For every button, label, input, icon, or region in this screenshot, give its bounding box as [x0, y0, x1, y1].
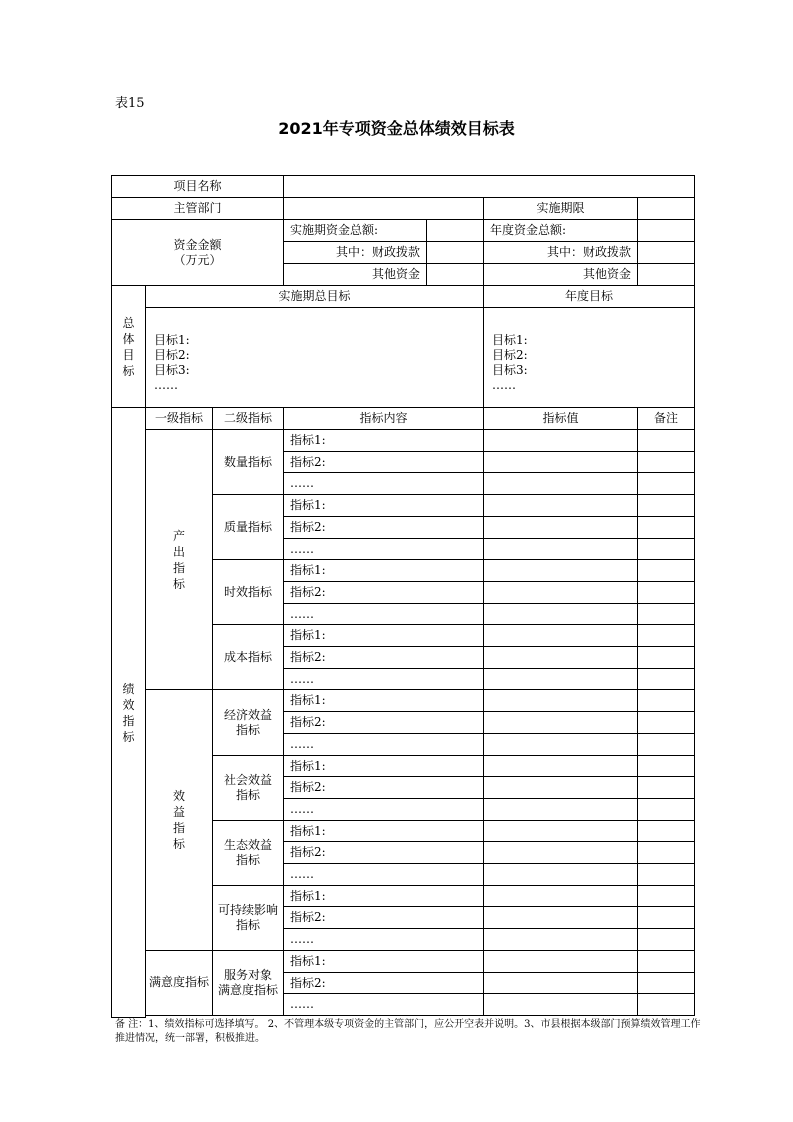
indicator-value-cell — [483, 668, 638, 690]
impl-target-list — [154, 333, 190, 393]
indicator-remark-cell — [637, 733, 695, 756]
year-other-label: 其他资金 — [483, 263, 638, 286]
indicator-value-cell — [483, 733, 638, 756]
indicator-remark-cell — [637, 516, 695, 539]
indicator-value-cell — [483, 798, 638, 821]
indicator-content-cell: 指标2: — [283, 906, 484, 929]
indicator-content-cell: …… — [283, 798, 484, 821]
indicator-value-cell — [483, 429, 638, 452]
indicator-value-cell — [483, 494, 638, 517]
fund-amount-label: 资金金额 （万元） — [111, 219, 284, 286]
target-item: 目标2: — [154, 348, 190, 362]
level2-indicator: 质量指标 — [212, 494, 284, 560]
indicator-remark-cell — [637, 581, 695, 604]
indicator-remark-cell — [637, 841, 695, 864]
dept-label: 主管部门 — [111, 197, 284, 220]
indicator-remark-cell — [637, 950, 695, 973]
indicator-value-cell — [483, 603, 638, 625]
indicator-content-cell: 指标1: — [283, 559, 484, 582]
indicator-content-cell: 指标1: — [283, 820, 484, 842]
impl-total-value — [426, 219, 484, 242]
indicator-value-cell — [483, 906, 638, 929]
indicator-value-cell — [483, 559, 638, 582]
impl-fiscal-value — [426, 241, 484, 264]
target-item: 目标2: — [492, 348, 528, 362]
level2-indicator: 生态效益 指标 — [212, 820, 284, 886]
indicator-content-cell: 指标1: — [283, 494, 484, 517]
indicator-content-cell: 指标2: — [283, 972, 484, 994]
year-target-list — [492, 333, 528, 393]
indicator-remark-cell — [637, 993, 695, 1016]
indicator-remark-cell — [637, 603, 695, 625]
indicator-value-cell — [483, 516, 638, 539]
project-name-label: 项目名称 — [111, 175, 284, 198]
indicator-remark-cell — [637, 863, 695, 886]
indicator-remark-cell — [637, 776, 695, 799]
indicator-content-cell: 指标1: — [283, 755, 484, 777]
impl-target-box — [145, 307, 484, 408]
indicator-value-cell — [483, 885, 638, 907]
level2-indicator: 服务对象 满意度指标 — [212, 950, 284, 1016]
year-fiscal-label: 其中：财政拨款 — [483, 241, 638, 264]
indicator-remark-cell — [637, 689, 695, 712]
indicator-content-cell: …… — [283, 928, 484, 951]
indicator-value-cell — [483, 472, 638, 495]
overall-target-label: 总 体 目 标 — [111, 285, 146, 408]
impl-other-value — [426, 263, 484, 286]
target-item: 目标1: — [492, 333, 528, 347]
header-remark: 备注 — [637, 407, 695, 430]
impl-fiscal-label: 其中：财政拨款 — [283, 241, 427, 264]
impl-other-label: 其他资金 — [283, 263, 427, 286]
indicator-value-cell — [483, 581, 638, 604]
indicator-remark-cell — [637, 972, 695, 994]
indicator-remark-cell — [637, 646, 695, 669]
indicator-content-cell: 指标1: — [283, 885, 484, 907]
indicator-remark-cell — [637, 451, 695, 473]
indicator-value-cell — [483, 820, 638, 842]
header-content: 指标内容 — [283, 407, 484, 430]
indicator-value-cell — [483, 972, 638, 994]
indicator-content-cell: …… — [283, 472, 484, 495]
indicator-remark-cell — [637, 559, 695, 582]
project-name-value — [283, 175, 695, 198]
indicator-content-cell: 指标2: — [283, 776, 484, 799]
indicator-content-cell: 指标1: — [283, 689, 484, 712]
target-item: 目标3: — [492, 363, 528, 377]
target-item: 目标1: — [154, 333, 190, 347]
level1-indicator: 满意度指标 — [145, 950, 213, 1016]
level2-indicator: 社会效益 指标 — [212, 755, 284, 821]
indicator-content-cell: 指标1: — [283, 624, 484, 647]
level2-indicator: 数量指标 — [212, 429, 284, 495]
indicator-content-cell: 指标2: — [283, 581, 484, 604]
level1-indicator: 产 出 指 标 — [145, 429, 213, 690]
page-title: 2021年专项资金总体绩效目标表 — [278, 119, 515, 138]
indicator-value-cell — [483, 689, 638, 712]
indicator-remark-cell — [637, 668, 695, 690]
indicator-content-cell: …… — [283, 668, 484, 690]
header-value: 指标值 — [483, 407, 638, 430]
indicator-content-cell: …… — [283, 603, 484, 625]
indicator-content-cell: 指标2: — [283, 646, 484, 669]
year-other-value — [637, 263, 695, 286]
indicator-content-cell: 指标2: — [283, 516, 484, 539]
impl-total-label: 实施期资金总额: — [283, 219, 427, 242]
target-item: 目标3: — [154, 363, 190, 377]
level2-indicator: 可持续影响 指标 — [212, 885, 284, 951]
indicator-remark-cell — [637, 820, 695, 842]
table-number: 表15 — [115, 96, 145, 111]
performance-indicator-label: 绩 效 指 标 — [111, 407, 146, 1018]
indicator-content-cell: 指标1: — [283, 429, 484, 452]
indicator-content-cell: …… — [283, 993, 484, 1016]
indicator-content-cell: 指标2: — [283, 711, 484, 734]
header-level1: 一级指标 — [145, 407, 213, 430]
dept-value — [283, 197, 484, 220]
footnote: 备 注：1、绩效指标可选择填写。 2、不管理本级专项资金的主管部门，应公开空表并说明。3、市县根据本级部门预算绩效管理工作推进情况，统一部署，积极推进。 — [115, 1019, 701, 1044]
indicator-remark-cell — [637, 624, 695, 647]
period-value — [637, 197, 695, 220]
indicator-remark-cell — [637, 928, 695, 951]
year-total-value — [637, 219, 695, 242]
indicator-remark-cell — [637, 885, 695, 907]
impl-target-header: 实施期总目标 — [145, 285, 484, 308]
indicator-remark-cell — [637, 906, 695, 929]
level1-indicator: 效 益 指 标 — [145, 689, 213, 951]
indicator-content-cell: 指标1: — [283, 950, 484, 973]
indicator-value-cell — [483, 755, 638, 777]
year-total-label: 年度资金总额: — [483, 219, 638, 242]
indicator-value-cell — [483, 863, 638, 886]
indicator-remark-cell — [637, 711, 695, 734]
indicator-remark-cell — [637, 798, 695, 821]
header-level2: 二级指标 — [212, 407, 284, 430]
indicator-value-cell — [483, 624, 638, 647]
indicator-content-cell: …… — [283, 733, 484, 756]
indicator-value-cell — [483, 841, 638, 864]
indicator-remark-cell — [637, 494, 695, 517]
level2-indicator: 经济效益 指标 — [212, 689, 284, 756]
indicator-content-cell: …… — [283, 863, 484, 886]
indicator-value-cell — [483, 451, 638, 473]
indicator-value-cell — [483, 993, 638, 1016]
indicator-remark-cell — [637, 538, 695, 560]
target-item: …… — [154, 378, 178, 392]
indicator-remark-cell — [637, 755, 695, 777]
indicator-remark-cell — [637, 429, 695, 452]
year-target-header: 年度目标 — [483, 285, 695, 308]
indicator-value-cell — [483, 928, 638, 951]
indicator-remark-cell — [637, 472, 695, 495]
indicator-value-cell — [483, 646, 638, 669]
indicator-value-cell — [483, 776, 638, 799]
indicator-content-cell: 指标2: — [283, 451, 484, 473]
period-label: 实施期限 — [483, 197, 638, 220]
indicator-value-cell — [483, 711, 638, 734]
target-item: …… — [492, 378, 516, 392]
indicator-content-cell: …… — [283, 538, 484, 560]
level2-indicator: 成本指标 — [212, 624, 284, 690]
indicator-value-cell — [483, 950, 638, 973]
indicator-value-cell — [483, 538, 638, 560]
year-fiscal-value — [637, 241, 695, 264]
level2-indicator: 时效指标 — [212, 559, 284, 625]
indicator-content-cell: 指标2: — [283, 841, 484, 864]
